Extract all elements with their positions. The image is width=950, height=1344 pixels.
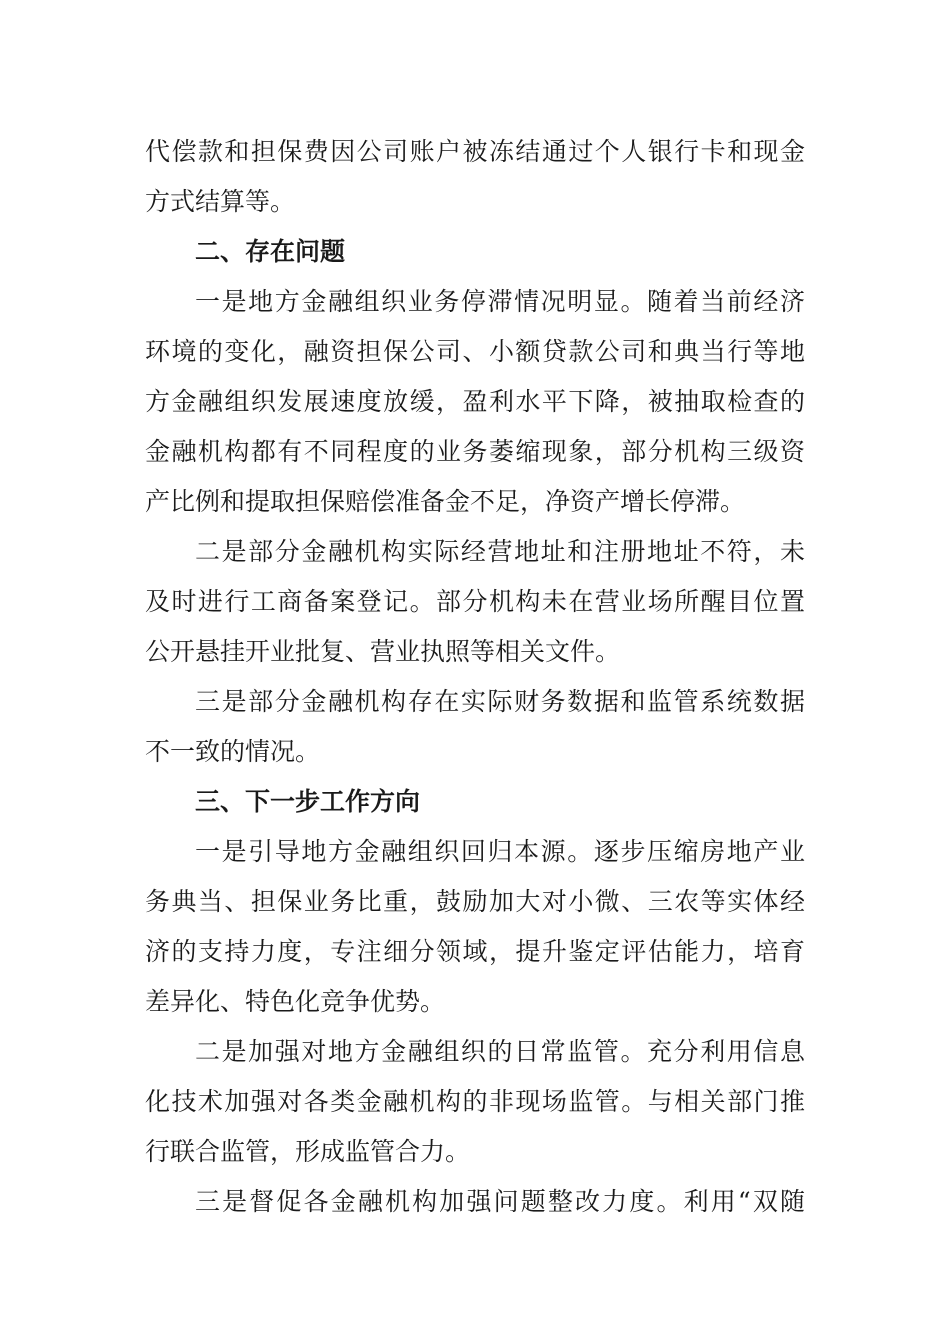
text-line: 及时进行工商备案登记。部分机构未在营业场所醒目位置	[145, 587, 805, 616]
paragraph-first-line: 三是督促各金融机构加强问题整改力度。利用“双随	[195, 1187, 805, 1216]
section-heading: 二、存在问题	[195, 237, 346, 266]
text-line: 金融机构都有不同程度的业务萎缩现象，部分机构三级资	[145, 437, 805, 466]
paragraph-first-line: 三是部分金融机构存在实际财务数据和监管系统数据	[195, 687, 805, 716]
text-line: 差异化、特色化竞争优势。	[145, 987, 446, 1016]
text-line: 济的支持力度，专注细分领域，提升鉴定评估能力，培育	[145, 937, 805, 966]
text-line: 代偿款和担保费因公司账户被冻结通过个人银行卡和现金	[145, 137, 805, 166]
text-line: 方金融组织发展速度放缓，盈利水平下降，被抽取检查的	[145, 387, 805, 416]
text-line: 方式结算等。	[145, 187, 296, 216]
text-line: 公开悬挂开业批复、营业执照等相关文件。	[145, 637, 621, 666]
text-line: 化技术加强对各类金融机构的非现场监管。与相关部门推	[145, 1087, 805, 1116]
text-line: 产比例和提取担保赔偿准备金不足，净资产增长停滞。	[145, 487, 746, 516]
text-line: 环境的变化，融资担保公司、小额贷款公司和典当行等地	[145, 337, 805, 366]
paragraph-first-line: 一是引导地方金融组织回归本源。逐步压缩房地产业	[195, 837, 805, 866]
paragraph-first-line: 一是地方金融组织业务停滞情况明显。随着当前经济	[195, 287, 805, 316]
section-heading: 三、下一步工作方向	[195, 787, 421, 816]
text-line: 不一致的情况。	[145, 737, 321, 766]
paragraph-first-line: 二是加强对地方金融组织的日常监管。充分利用信息	[195, 1037, 805, 1066]
text-line: 务典当、担保业务比重，鼓励加大对小微、三农等实体经	[145, 887, 805, 916]
paragraph-first-line: 二是部分金融机构实际经营地址和注册地址不符，未	[195, 537, 805, 566]
text-line: 行联合监管，形成监管合力。	[145, 1137, 471, 1166]
